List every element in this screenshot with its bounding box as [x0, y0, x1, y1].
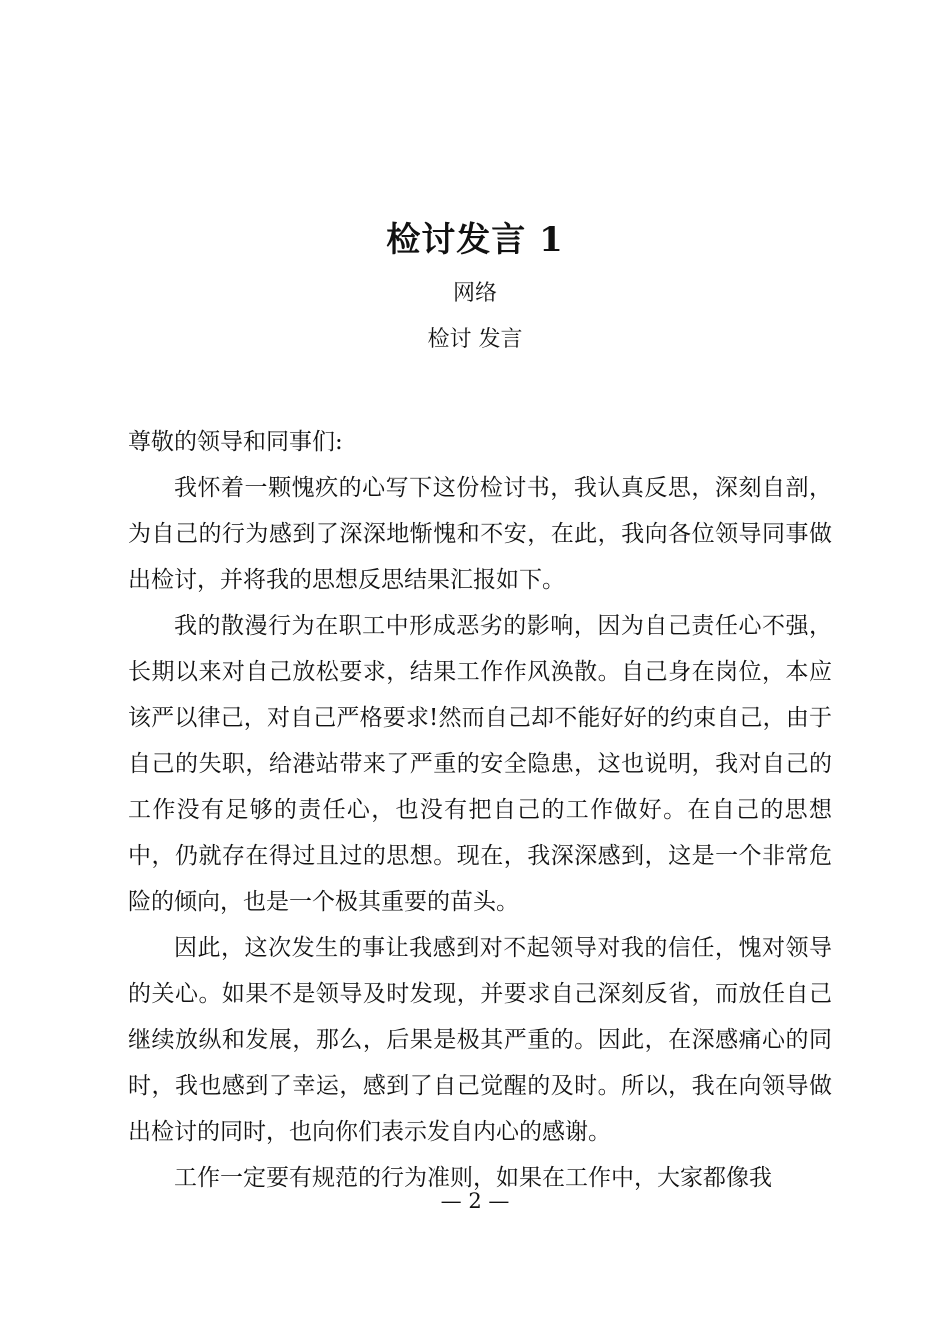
- paragraph-1: 我怀着一颗愧疚的心写下这份检讨书，我认真反思，深刻自剖，为自己的行为感到了深深地惭愧和不安，在此，我向各位领导同事做出检讨，并将我的思想反思结果汇报如下。: [128, 475, 832, 593]
- paragraph-2: 我的散漫行为在职工中形成恶劣的影响，因为自己责任心不强，长期以来对自己放松要求，结果工作作风涣散。自己身在岗位，本应该严以律己，对自己严格要求!然而自己却不能好好的约束自己，由于自己的失职，给港站带来了严重的安全隐患，这也说明，我对自己的工作没有足够的责任心，也没有把自己的工作做好。在自己的思想中，仍就存在得过且过的思想。现在，我深深感到，这是一个非常危险的倾向，也是一个极其重要的苗头。: [128, 613, 832, 915]
- salutation: 尊敬的领导和同事们:: [128, 429, 343, 455]
- paragraph-4: 工作一定要有规范的行为准则，如果在工作中，大家都像我: [174, 1165, 772, 1191]
- document-body: [128, 419, 832, 1201]
- paragraph-3: 因此，这次发生的事让我感到对不起领导对我的信任，愧对领导的关心。如果不是领导及时发现，并要求自己深刻反省，而放任自己继续放纵和发展，那么，后果是极其严重的。因此，在深感痛心的同时，我也感到了幸运，感到了自己觉醒的及时。所以，我在向领导做出检讨的同时，也向你们表示发自内心的感谢。: [128, 935, 832, 1145]
- document-keywords: 检讨 发言: [427, 327, 523, 352]
- page-number: — 2 —: [440, 1189, 510, 1213]
- document-source: 网络: [452, 281, 497, 306]
- document-title: 检讨发言 1: [386, 220, 564, 260]
